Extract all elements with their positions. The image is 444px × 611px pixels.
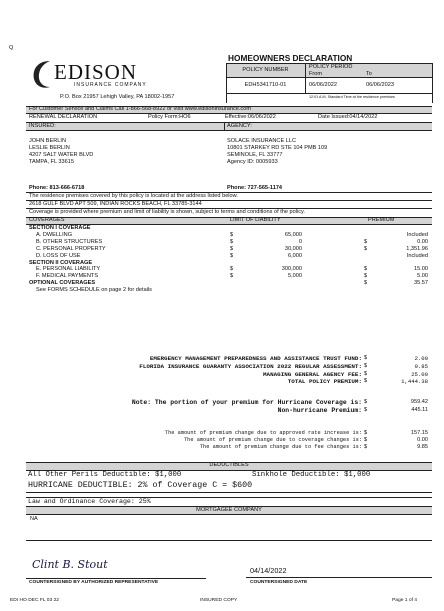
premium-currency: $ <box>364 266 368 273</box>
margin-mark: Q <box>9 45 14 51</box>
service-bar: For Customer Service and Claims Call 1-866-568-8922 or visit www.edisoninsurance.com <box>26 106 432 113</box>
hurricane-deductible: HURRICANE DEDUCTIBLE: 2% of Coverage C = $600 <box>28 481 253 490</box>
hurricane-note: Note: The portion of your premium for Hurricane Coverage is: <box>131 399 362 406</box>
non-hurricane-cur: $ <box>364 407 368 413</box>
aop-deductible: All Other Perils Deductible: $1,000 <box>28 471 182 479</box>
company-name: EDISON <box>54 60 137 84</box>
premium-currency: $ <box>364 245 368 252</box>
doc-title: HOMEOWNERS DECLARATION <box>228 53 353 63</box>
limit-currency: $ <box>230 266 234 273</box>
col-limit: LIMIT OF LIABILITY <box>230 217 281 223</box>
limit-currency: $ <box>230 273 234 280</box>
premium-value: Included <box>406 231 428 238</box>
agency-phone: Phone: 727-565-1174 <box>227 185 283 191</box>
effective-date: Effective:06/06/2022 <box>225 114 276 120</box>
policy-form: Policy Form:HO6 <box>148 114 191 120</box>
signature-script: Clint B. Stout <box>32 558 108 571</box>
agency-city: SEMINOLE, FL 33777 <box>227 152 283 158</box>
deductibles-header: DEDUCTIBLES <box>26 462 432 470</box>
policy-number-label: POLICY NUMBER <box>242 67 289 73</box>
premium-change-label: The amount of premium change due to approved rate increase is: <box>164 430 362 436</box>
sinkhole-deductible: Sinkhole Deductible: $1,000 <box>252 471 371 479</box>
premium-value: Included <box>406 252 428 259</box>
fee-label: FLORIDA INSURANCE GUARANTY ASSOCIATION 2022 REGULAR ASSESSMENT: <box>139 362 362 370</box>
premium-value: 35.57 <box>414 280 428 287</box>
limit-currency: $ <box>230 238 234 245</box>
insured-header: INSURED: <box>29 123 56 129</box>
edison-swoosh-icon <box>30 57 56 91</box>
insured-street: 4207 SALT WATER BLVD <box>29 152 94 158</box>
limit-value: 6,000 <box>288 252 302 259</box>
renewal-label: RENEWAL DECLARATION <box>29 114 98 120</box>
limit-value: 5,000 <box>288 273 302 280</box>
ordinance-coverage: Law and Ordinance Coverage: 25% <box>28 498 151 505</box>
hurricane-value: 959.42 <box>410 399 428 405</box>
coverage-note: Coverage is provided where premium and limit of liability is shown, subject to terms and conditions of the policy. <box>29 209 305 215</box>
coverage-label: See FORMS SCHEDULE on page 2 for details <box>36 287 152 294</box>
policy-period-label: POLICY PERIOD <box>309 64 353 70</box>
insured-name-1: JOHN BERLIN <box>29 138 66 144</box>
fee-currency: $ <box>364 362 368 369</box>
footer-form: EDI HO DEC FL 03 22 <box>10 598 60 603</box>
coverage-label: SECTION II COVERAGE <box>29 259 93 266</box>
premium-currency: $ <box>364 273 368 280</box>
policy-from-label: From <box>309 71 323 77</box>
col-premium: PREMIUM <box>368 217 395 223</box>
insured-phone: Phone: 813-666-6718 <box>29 185 85 191</box>
premium-currency: $ <box>364 238 368 245</box>
fee-value: 25.00 <box>411 370 428 378</box>
countersigned-date-label: COUNTERSIGNED DATE <box>250 580 308 585</box>
fee-label: EMERGENCY MANAGEMENT PREPAREDNESS AND ASSISTANCE TRUST FUND: <box>149 355 362 362</box>
policy-time-note: 12:01 A.M. Standard Time at the residence premises <box>309 95 395 99</box>
footer-page: Page 1 of 4 <box>392 598 418 603</box>
non-hurricane-label: Non-hurricane Premium: <box>277 407 362 414</box>
limit-currency: $ <box>230 231 234 238</box>
col-coverages: COVERAGES <box>29 217 65 223</box>
agency-name: SOLACE INSURANCE LLC <box>227 138 297 144</box>
fee-label: MANAGING GENERAL AGENCY FEE: <box>263 370 362 378</box>
policy-box <box>226 63 432 103</box>
limit-value: 300,000 <box>281 266 302 273</box>
premium-value: 15.00 <box>414 266 428 273</box>
premium-change-currency: $ <box>364 430 368 436</box>
agency-street: 10801 STARKEY RD STE 104 PMB 109 <box>227 145 328 151</box>
company-tagline: INSURANCE COMPANY <box>74 82 147 88</box>
coverage-label: D. LOSS OF USE <box>36 252 81 259</box>
premium-value: 5.00 <box>417 273 428 280</box>
coverage-label: SECTION I COVERAGE <box>29 225 91 231</box>
premium-change-currency: $ <box>364 437 368 443</box>
premium-change-value: 157.15 <box>410 430 428 436</box>
coverage-label: F. MEDICAL PAYMENTS <box>36 273 99 280</box>
coverage-label: C. PERSONAL PROPERTY <box>36 245 106 252</box>
countersigned-date: 04/14/2022 <box>250 566 287 575</box>
policy-from: 06/06/2022 <box>309 82 337 88</box>
hurricane-cur: $ <box>364 399 368 405</box>
premises-address: 2618 GULF BLVD APT 509, INDIAN ROCKS BEACH, FL 33785-3144 <box>29 201 202 207</box>
limit-value: 0 <box>298 238 302 245</box>
policy-to-label: To <box>366 71 372 77</box>
coverage-label: E. PERSONAL LIABILITY <box>36 266 101 273</box>
mortgagee-header: MORTGAGEE COMPANY <box>26 507 432 514</box>
premium-change-label: The amount of premium change due to coverage changes is: <box>183 437 362 443</box>
policy-to: 06/06/2023 <box>366 82 394 88</box>
company-address: P.O. Box 21957 Lehigh Valley, PA 18002-1957 <box>60 94 175 100</box>
fee-value: 9.85 <box>414 362 428 370</box>
signature-label: COUNTERSIGNED BY AUTHORIZED REPRESENTATIVE <box>29 580 159 585</box>
premium-value: 1,351.96 <box>406 245 428 252</box>
coverage-label: OPTIONAL COVERAGES <box>29 280 96 287</box>
limit-currency: $ <box>230 252 234 259</box>
date-issued: Date Issued:04/14/2022 <box>318 114 378 120</box>
premises-note: The residence premises covered by this policy is located at the address listed below. <box>29 193 238 199</box>
fee-currency: $ <box>364 355 368 361</box>
premium-change-label: The amount of premium change due to fee changes is: <box>199 444 362 450</box>
fee-currency: $ <box>364 370 368 377</box>
agency-header: AGENCY: <box>227 123 252 129</box>
premium-change-currency: $ <box>364 444 368 450</box>
premium-value: 0.00 <box>417 238 428 245</box>
premium-currency: $ <box>364 280 368 287</box>
coverage-label: B. OTHER STRUCTURES <box>36 238 103 245</box>
premium-change-value: 9.85 <box>417 444 428 450</box>
limit-currency: $ <box>230 245 234 252</box>
mortgagee-value: NA <box>30 516 38 522</box>
premium-change-value: 0.00 <box>417 437 428 443</box>
fee-value: 1,444.38 <box>401 378 428 386</box>
fee-currency: $ <box>364 378 368 385</box>
coverage-label: A. DWELLING <box>36 231 73 238</box>
insured-name-2: LESLIE BERLIN <box>29 145 70 151</box>
policy-number: EDH5341710-01 <box>244 82 287 88</box>
agency-id: Agency ID: 0005933 <box>227 159 278 165</box>
fee-label: TOTAL POLICY PREMIUM: <box>287 378 362 386</box>
non-hurricane-value: 445.11 <box>411 407 428 413</box>
limit-value: 30,000 <box>284 245 302 252</box>
fee-value: 2.00 <box>414 355 428 362</box>
limit-value: 65,000 <box>284 231 302 238</box>
insured-city: TAMPA, FL 33615 <box>29 159 74 165</box>
footer-copy: INSURED COPY <box>200 598 238 603</box>
company-logo <box>30 57 210 95</box>
